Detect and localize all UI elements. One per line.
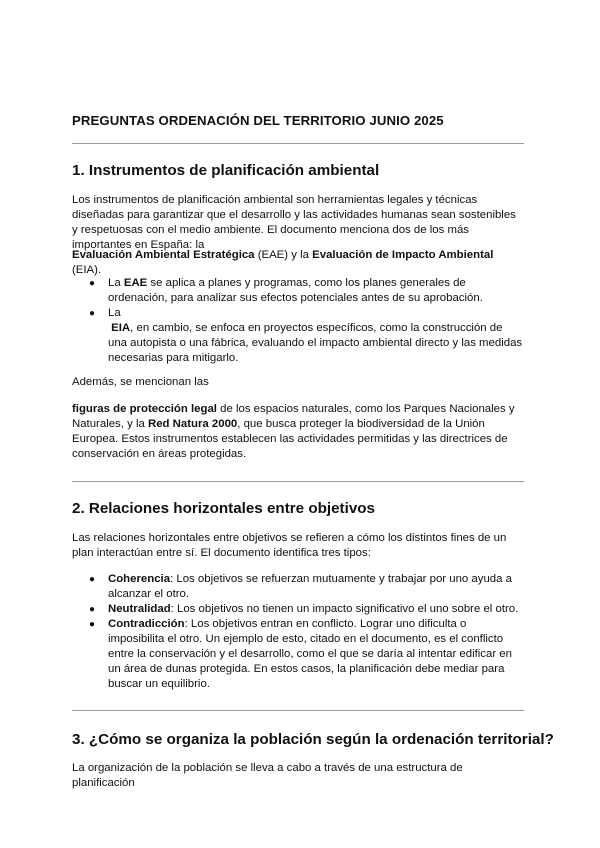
eae-term: Evaluación Ambiental Estratégica	[72, 249, 255, 261]
section-1-evaluations	[72, 248, 524, 278]
section-2-intro: Las relaciones horizontales entre objetivos se refieren a cómo los distintos fines de un plan interactúan entre sí. El documento identifica tres tipos:	[72, 532, 507, 559]
item-term: EIA	[111, 322, 131, 334]
bullet-icon: ●	[89, 574, 96, 585]
list-item	[72, 306, 524, 366]
bullet-icon: ●	[89, 619, 96, 630]
divider	[72, 143, 524, 144]
section-1-figuras	[72, 402, 524, 462]
section-2-heading: 2. Relaciones horizontales entre objetivos	[72, 500, 375, 517]
section-3-heading: 3. ¿Cómo se organiza la población según la ordenación territorial?	[72, 731, 554, 748]
bullet-icon: ●	[89, 604, 96, 615]
item-lead: La	[108, 307, 121, 319]
natura-term: Red Natura 2000	[147, 418, 238, 430]
item-term: Coherencia	[108, 573, 171, 585]
item-text: : Los objetivos no tienen un impacto significativo el uno sobre el otro.	[170, 603, 519, 615]
item-text: : Los objetivos se refuerzan mutuamente y trabajar por uno ayuda a alcanzar el otro.	[108, 573, 512, 600]
item-text: , en cambio, se enfoca en proyectos específicos, como la construcción de una autopista o una fábrica, evaluando el impacto ambiental directo y las medidas necesarias para mitigarlo.	[108, 322, 523, 364]
item-term: Neutralidad	[108, 603, 171, 615]
list-item	[72, 602, 524, 617]
section-2-list	[72, 572, 524, 692]
divider	[72, 710, 524, 711]
list-item	[72, 572, 524, 602]
eae-abbr: (EAE) y la	[254, 249, 313, 261]
list-item	[72, 617, 524, 692]
section-1-heading: 1. Instrumentos de planificación ambiental	[72, 162, 380, 179]
section-1-intro: Los instrumentos de planificación ambiental son herramientas legales y técnicas diseñadas para garantizar que el desarrollo y las actividades humanas sean sostenibles y respetuosas con el medio ambiente. El documento menciona dos de los más importantes en España: la	[72, 194, 516, 251]
divider	[72, 481, 524, 482]
section-3-intro: La organización de la población se lleva a cabo a través de una estructura de planificación	[72, 762, 463, 789]
figuras-term: figuras de protección legal	[72, 403, 217, 415]
eia-abbr: (EIA).	[72, 264, 102, 276]
figuras-text-2: , que busca proteger la biodiversidad de la Unión Europea. Estos instrumentos establecen las actividades permitidas y las directrices de conservación en áreas protegidas.	[72, 418, 508, 460]
item-text: : Los objetivos entran en conflicto. Lograr uno dificulta o imposibilita el otro. Un ejemplo de esto, citado en el documento, es el conflicto entre la conservación y el desarrollo, como el que se daría al intentar edificar en un área de dunas protegida. En estos casos, la planificación debe mediar para buscar un equilibrio.	[108, 618, 512, 690]
item-term: Contradicción	[108, 618, 185, 630]
section-1-list	[72, 276, 524, 366]
list-item	[72, 276, 524, 306]
bullet-icon: ●	[89, 308, 96, 319]
figuras-text: de los espacios naturales, como los Parques Nacionales y Naturales, y la	[72, 403, 515, 430]
bullet-icon: ●	[89, 278, 96, 289]
eia-term: Evaluación de Impacto Ambiental	[312, 249, 494, 261]
item-text: se aplica a planes y programas, como los planes generales de ordenación, para analizar sus efectos potenciales antes de su aprobación.	[108, 277, 483, 304]
item-lead: La	[108, 277, 124, 289]
section-1-also: Además, se mencionan las	[72, 376, 209, 388]
document-title: PREGUNTAS ORDENACIÓN DEL TERRITORIO JUNIO 2025	[72, 113, 444, 128]
item-term: EAE	[123, 277, 148, 289]
